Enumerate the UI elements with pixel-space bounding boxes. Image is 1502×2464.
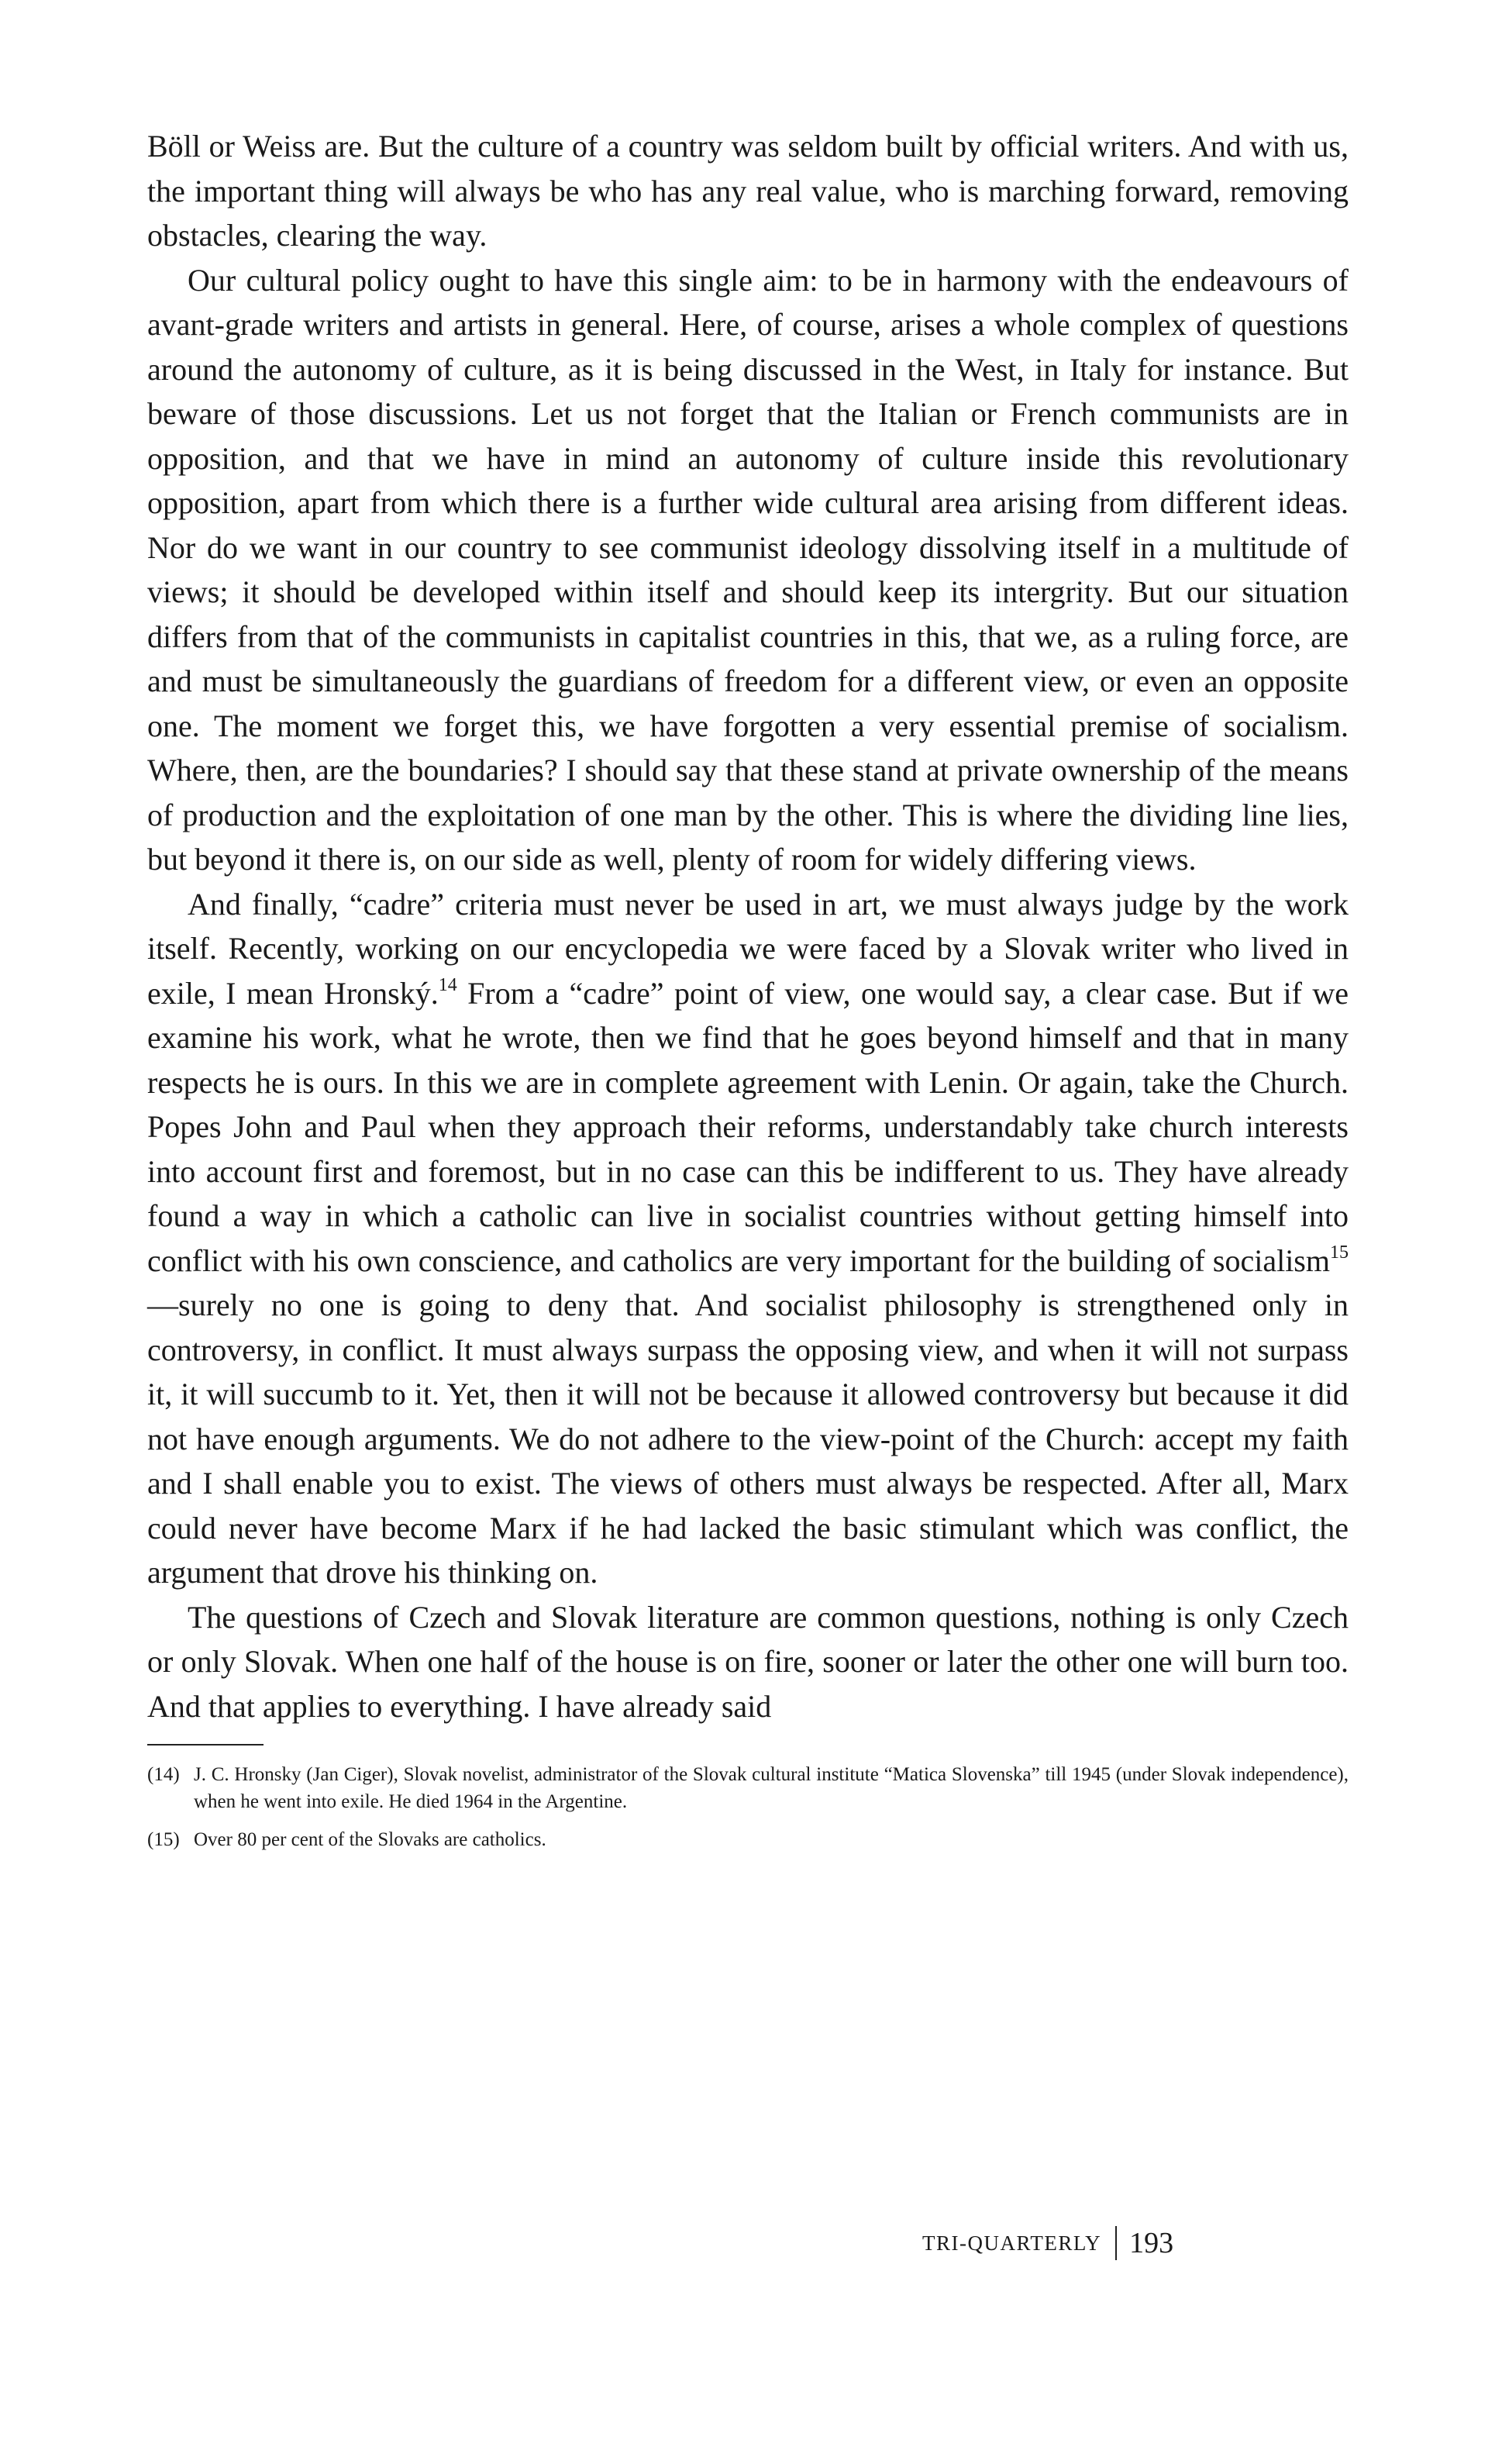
paragraph-3-part-a: And finally, “cadre” criteria must never be used in art, we must always judge by the work itself. Recently, working on our encyclopedia we were faced by a Slovak writer who lived in exile, I mean Hronský. <box>147 886 1349 1011</box>
footnote-text: Over 80 per cent of the Slovaks are catholics. <box>194 1829 546 1850</box>
footnote-number: (14) <box>147 1764 180 1785</box>
page-number: 193 <box>1129 2227 1174 2259</box>
paragraph-1: Böll or Weiss are. But the culture of a country was seldom built by official writers. And with us, the important thing will always be who has any real value, who is marching forward, removing obstacles, clearing the way. <box>147 129 1349 253</box>
page-footer <box>922 2226 1173 2260</box>
footnotes <box>147 1761 1349 1853</box>
footnote-number: (15) <box>147 1829 180 1850</box>
footnote-15 <box>147 1826 1349 1853</box>
paragraph-3-part-c: —surely no one is going to deny that. And socialist philosophy is strengthened only in controversy, in conflict. It must always surpass the opposing view, and when it will not surpass it, it will succumb to it. Yet, then it will not be because it allowed controversy but because it did not have enough arguments. We do not adhere to the view-point of the Church: accept my faith and I shall enable you to exist. The views of others must always be respected. After all, Marx could never have become Marx if he had lacked the basic stimulant which was conflict, the argument that drove his thinking on. <box>147 1287 1349 1590</box>
journal-name: TRI-QUARTERLY <box>922 2231 1102 2255</box>
paragraph-3 <box>147 882 1349 1595</box>
paragraph-3-part-b: From a “cadre” point of view, one would say, a clear case. But if we examine his work, what he wrote, then we find that he goes beyond himself and that in many respects he is ours. In this we are in complete agreement with Lenin. Or again, take the Church. Popes John and Paul when they approach their reforms, understandably take church interests into account first and foremost, but in no case can this be indifferent to us. They have already found a way in which a catholic can live in socialist countries without getting himself into conflict with his own conscience, and catholics are very important for the building of socialism <box>147 975 1349 1278</box>
footnote-ref-14[interactable]: 14 <box>438 975 457 996</box>
footnote-ref-15[interactable]: 15 <box>1330 1242 1349 1263</box>
page-content <box>147 124 1349 1864</box>
footnote-divider <box>147 1744 264 1745</box>
paragraph-4: The questions of Czech and Slovak literature are common questions, nothing is only Czech or only Slovak. When one half of the house is on fire, sooner or later the other one will burn too. And that applies to everything. I have already said <box>147 1599 1349 1724</box>
footnote-text: J. C. Hronsky (Jan Ciger), Slovak novelist, administrator of the Slovak cultural institute “Matica Slovenska” till 1945 (under Slovak independence), when he went into exile. He died 1964 in the Argentine. <box>194 1764 1349 1812</box>
body-text <box>147 124 1349 1728</box>
footnote-14 <box>147 1761 1349 1815</box>
footer-divider <box>1115 2226 1117 2260</box>
paragraph-2: Our cultural policy ought to have this single aim: to be in harmony with the endeavours of avant-grade writers and artists in general. Here, of course, arises a whole complex of questions around the autonomy of culture, as it is being discussed in the West, in Italy for instance. But beware of those discussions. Let us not forget that the Italian or French communists are in opposition, and that we have in mind an autonomy of culture inside this revolutionary opposition, apart from which there is a further wide cultural area arising from different ideas. Nor do we want in our country to see communist ideology dissolving itself in a multitude of views; it should be developed within itself and should keep its intergrity. But our situation differs from that of the communists in capitalist countries in this, that we, as a ruling force, are and must be simultaneously the guardians of freedom for a different view, or even an opposite one. The moment we forget this, we have forgotten a very essential premise of socialism. Where, then, are the boundaries? I should say that these stand at private ownership of the means of production and the exploitation of one man by the other. This is where the dividing line lies, but beyond it there is, on our side as well, plenty of room for widely differing views. <box>147 262 1349 877</box>
